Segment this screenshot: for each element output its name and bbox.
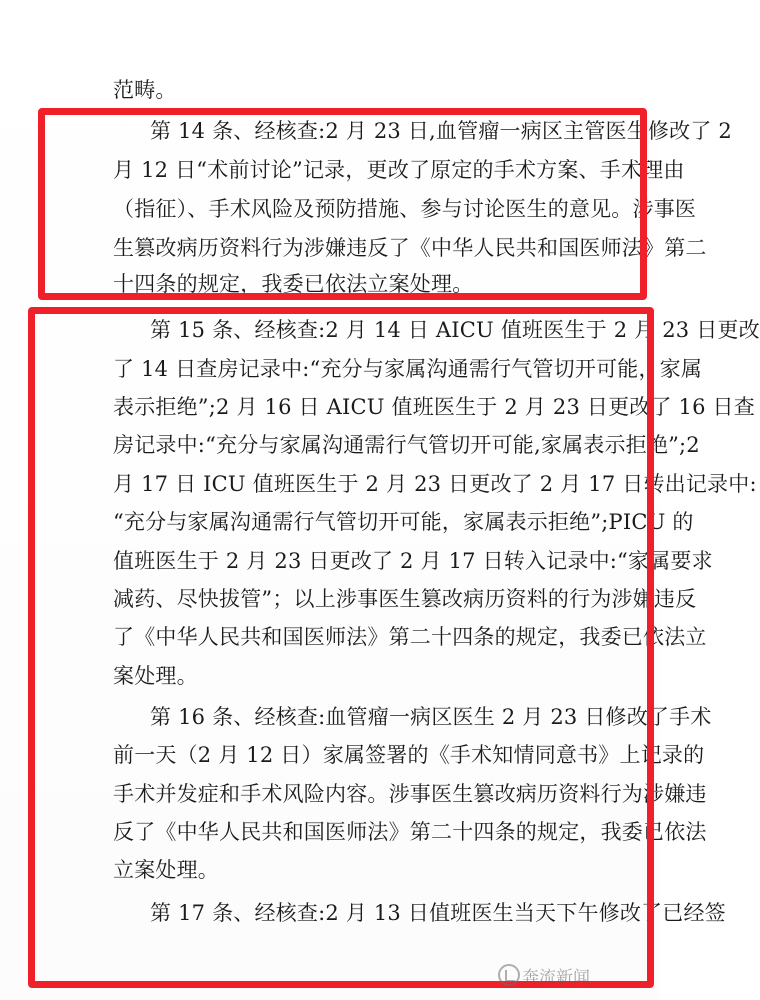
article-15-line-1: 第 15 条、经核查:2 月 14 日 AICU 值班医生于 2 月 23 日更改 <box>150 318 760 342</box>
article-15-line-3: 表示拒绝”;2 月 16 日 AICU 值班医生于 2 月 23 日更改了 16 日查 <box>113 395 755 419</box>
news-watermark <box>492 956 642 994</box>
highlight-box-article-14 <box>38 108 707 300</box>
article-15-line-7: 值班医生于 2 月 23 日更改了 2 月 17 日转入记录中:“家属要求 <box>113 549 713 573</box>
article-15-line-5: 月 17 日 ICU 值班医生于 2 月 23 日更改了 2 月 17 日转出记录中: <box>113 472 757 496</box>
article-16-line-5: 立案处理。 <box>113 858 219 882</box>
article-16-line-2: 前一天（2 月 12 日）家属签署的《手术知情同意书》上记录的 <box>113 743 705 767</box>
article-16-line-3: 手术并发症和手术风险内容。涉事医生篡改病历资料行为涉嫌违 <box>113 782 707 806</box>
article-15-line-8: 减药、尽快拔管”；以上涉事医生篡改病历资料的行为涉嫌违反 <box>113 587 697 611</box>
text-line-1: 范畴。 <box>113 78 177 102</box>
article-14-line-3: （指征）、手术风险及预防措施、参与讨论医生的意见。涉事医 <box>113 197 697 221</box>
article-14-line-1: 第 14 条、经核查:2 月 23 日,血管瘤一病区主管医生修改了 2 <box>150 119 732 143</box>
article-15-line-6: “充分与家属沟通需行气管切开可能，家属表示拒绝”;PICU 的 <box>113 510 694 534</box>
news-logo-icon <box>498 964 520 986</box>
article-15-line-10: 案处理。 <box>113 664 198 688</box>
watermark-text: 奔流新闻 <box>522 968 590 988</box>
article-15-line-2: 了 14 日查房记录中:“充分与家属沟通需行气管切开可能，家属 <box>113 357 703 381</box>
highlight-box-articles-15-17 <box>28 307 757 988</box>
article-17-line-1: 第 17 条、经核查:2 月 13 日值班医生当天下午修改了已经签 <box>150 901 726 925</box>
article-15-line-9: 了《中华人民共和国医师法》第二十四条的规定，我委已依法立 <box>113 625 707 649</box>
article-16-line-4: 反了《中华人民共和国医师法》第二十四条的规定，我委已依法 <box>113 820 707 844</box>
article-14-line-5: 十四条的规定，我委已依法立案处理。 <box>113 272 474 296</box>
article-16-line-1: 第 16 条、经核查:血管瘤一病区医生 2 月 23 日修改了手术 <box>150 705 712 729</box>
article-15-line-4: 房记录中:“充分与家属沟通需行气管切开可能,家属表示拒绝”;2 <box>113 433 700 457</box>
article-14-line-4: 生篡改病历资料行为涉嫌违反了《中华人民共和国医师法》第二 <box>113 236 707 260</box>
article-14-line-2: 月 12 日“术前讨论”记录，更改了原定的手术方案、手术理由 <box>113 158 685 182</box>
